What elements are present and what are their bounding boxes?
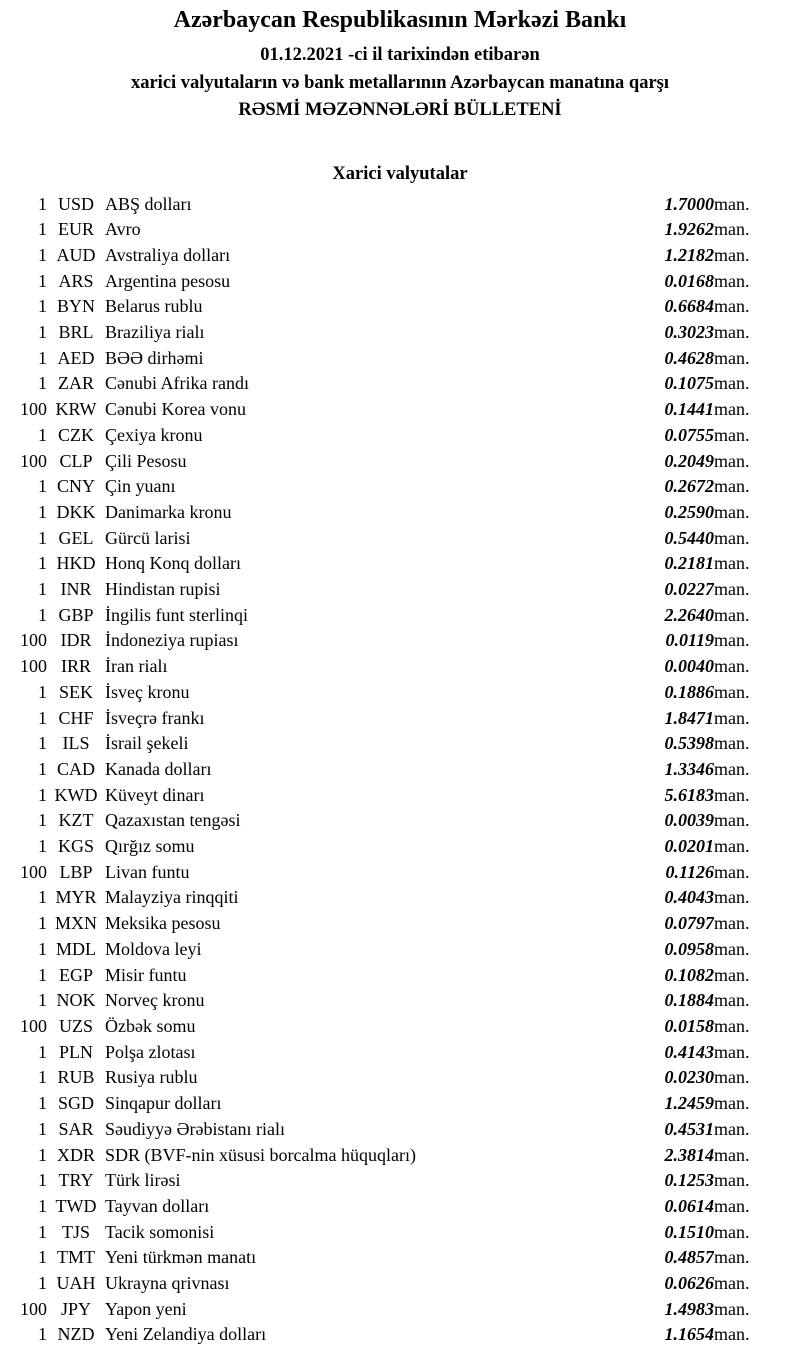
unit-cell: man. [714,373,750,394]
table-row [0,654,800,680]
currency-name-cell: Yeni Zelandiya dolları [105,1324,267,1345]
rate-cell: 5.6183 [664,784,714,805]
unit-cell: man. [714,476,750,497]
nominal-cell: 1 [38,373,47,394]
unit-cell: man. [714,784,750,805]
currency-code-cell: INR [60,579,92,600]
unit-cell: man. [714,1093,750,1114]
nominal-cell: 100 [20,1298,47,1319]
table-row [0,1322,800,1348]
currency-name-cell: Belarus rublu [105,296,203,317]
currency-code-cell: AUD [56,244,96,265]
table-row [0,397,800,423]
unit-cell: man. [714,861,750,882]
rate-cell: 0.0958 [664,938,714,959]
rate-cell: 0.4531 [664,1118,714,1139]
rate-cell: 0.0158 [664,1016,714,1036]
rate-cell: 0.0755 [664,424,714,445]
currency-code-cell: USD [57,193,94,214]
table-row [0,1143,800,1169]
rate-cell: 1.1654 [664,1324,714,1345]
nominal-cell: 1 [38,758,47,779]
currency-code-cell: KZT [58,810,94,831]
nominal-cell: 1 [38,270,47,291]
table-row [0,294,800,320]
unit-cell: man. [714,836,750,857]
currency-name-cell: İsveçrə frankı [105,707,205,728]
rate-cell: 2.3814 [664,1144,714,1165]
currency-code-cell: SAR [58,1118,94,1139]
nominal-cell: 1 [38,1170,47,1191]
table-row [0,1271,800,1297]
unit-cell: man. [714,296,750,317]
currency-code-cell: TWD [55,1195,97,1216]
table-row [0,243,800,269]
rate-cell: 0.4143 [664,1041,714,1062]
rate-cell: 0.1510 [664,1221,714,1242]
currency-code-cell: MYR [55,887,97,908]
currency-code-cell: KGS [57,836,94,857]
currency-name-cell: Çexiya kronu [105,424,203,445]
nominal-cell: 1 [38,964,47,985]
nominal-cell: 100 [20,1016,47,1036]
unit-cell: man. [714,887,750,908]
currency-code-cell: CZK [58,424,94,445]
currency-code-cell: CNY [56,476,95,497]
currency-code-cell: BYN [56,296,95,317]
rate-cell: 1.9262 [664,219,714,240]
bulletin-title: RƏSMİ MƏZƏNNƏLƏRİ BÜLLETENİ [238,100,562,120]
table-row [0,731,800,757]
table-row [0,320,800,346]
currency-code-cell: TJS [61,1221,90,1242]
currency-code-cell: UZS [58,1016,93,1036]
currency-name-cell: Kanada dolları [105,758,212,779]
unit-cell: man. [714,399,750,420]
currency-name-cell: Meksika pesosu [105,913,221,934]
currency-code-cell: KWD [54,784,98,805]
table-row [0,937,800,963]
nominal-cell: 1 [38,1221,47,1242]
nominal-cell: 1 [38,219,47,240]
table-row [0,834,800,860]
nominal-cell: 100 [20,656,47,677]
rates-table-body [0,192,800,1348]
table-row [0,963,800,989]
currency-name-cell: İndoneziya rupiası [105,630,239,651]
currency-name-cell: Tacik somonisi [105,1221,215,1242]
nominal-cell: 1 [38,836,47,857]
nominal-cell: 1 [38,810,47,831]
table-row [0,1245,800,1271]
currency-name-cell: Çin yuanı [105,476,176,497]
currency-name-cell: Qazaxıstan tengəsi [105,810,241,831]
currency-code-cell: MDL [56,938,96,959]
currency-code-cell: CAD [56,758,95,779]
currency-code-cell: UAH [56,1273,96,1294]
unit-cell: man. [714,733,750,754]
table-row [0,1194,800,1220]
currency-name-cell: Hindistan rupisi [105,579,221,600]
nominal-cell: 1 [38,1195,47,1216]
currency-code-cell: MXN [54,913,97,934]
rate-cell: 0.1441 [664,399,714,420]
currency-name-cell: Braziliya rialı [105,322,205,343]
table-row [0,346,800,372]
rate-cell: 0.2672 [664,476,714,497]
currency-name-cell: Ukrayna qrivnası [105,1273,230,1294]
currency-code-cell: JPY [60,1298,91,1319]
unit-cell: man. [714,1170,750,1191]
unit-cell: man. [714,604,750,625]
table-row [0,603,800,629]
rate-cell: 1.2182 [664,244,714,265]
currency-name-cell: İsveç kronu [105,681,190,702]
nominal-cell: 1 [38,244,47,265]
rate-cell: 0.1082 [664,964,714,985]
currency-code-cell: AED [57,347,95,368]
currency-code-cell: SEK [58,681,93,702]
currency-code-cell: IRR [60,656,91,677]
rate-cell: 0.0119 [665,630,714,651]
rate-cell: 1.8471 [664,707,714,728]
rate-cell: 0.1075 [664,373,714,394]
table-row [0,269,800,295]
currency-name-cell: Avstraliya dolları [105,244,231,265]
subject-line: xarici valyutaların və bank metallarının Azərbaycan manatına qarşı [130,72,670,93]
unit-cell: man. [714,1273,750,1294]
currency-name-cell: İran rialı [105,656,168,677]
currency-code-cell: CLP [59,450,93,471]
table-row [0,217,800,243]
table-row [0,423,800,449]
nominal-cell: 1 [38,990,47,1011]
unit-cell: man. [714,1195,750,1216]
table-row [0,1065,800,1091]
rate-cell: 0.0230 [664,1067,714,1088]
unit-cell: man. [714,964,750,985]
currency-name-cell: SDR (BVF-nin xüsusi borcalma hüquqları) [105,1144,416,1165]
nominal-cell: 1 [38,527,47,548]
unit-cell: man. [714,527,750,548]
effective-date-line: 01.12.2021 -ci il tarixindən etibarən [260,45,540,65]
currency-code-cell: GEL [58,527,94,548]
table-row [0,1220,800,1246]
unit-cell: man. [714,913,750,934]
table-row [0,757,800,783]
currency-name-cell: Danimarka kronu [105,501,232,522]
nominal-cell: 1 [38,604,47,625]
nominal-cell: 1 [38,938,47,959]
currency-code-cell: EUR [58,219,94,240]
rate-cell: 0.5440 [664,527,714,548]
unit-cell: man. [714,193,750,214]
unit-cell: man. [714,347,750,368]
nominal-cell: 1 [38,707,47,728]
table-row [0,1168,800,1194]
bank-title: Azərbaycan Respublikasının Mərkəzi Bankı [173,7,627,33]
rate-cell: 0.0797 [664,913,714,934]
currency-code-cell: HKD [56,553,96,574]
nominal-cell: 1 [38,887,47,908]
currency-code-cell: LBP [59,861,93,882]
rate-cell: 0.1884 [664,990,714,1011]
rate-cell: 0.5398 [664,733,714,754]
currency-name-cell: Tayvan dolları [105,1195,210,1216]
currency-name-cell: İngilis funt sterlinqi [105,604,248,625]
table-row [0,1091,800,1117]
rate-cell: 0.0626 [664,1273,714,1294]
unit-cell: man. [714,1298,750,1319]
nominal-cell: 1 [38,424,47,445]
section-title: Xarici valyutalar [332,163,468,184]
currency-code-cell: ILS [62,733,90,754]
currency-name-cell: Livan funtu [105,861,190,882]
table-row [0,808,800,834]
unit-cell: man. [714,938,750,959]
table-row [0,474,800,500]
unit-cell: man. [714,1118,750,1139]
currency-name-cell: Türk lirəsi [105,1170,181,1191]
nominal-cell: 1 [38,553,47,574]
table-row [0,1297,800,1323]
currency-code-cell: CHF [58,707,94,728]
table-row [0,783,800,809]
table-row [0,1040,800,1066]
table-row [0,192,800,218]
nominal-cell: 100 [20,399,47,420]
rate-cell: 0.4043 [664,887,714,908]
currency-code-cell: KRW [55,399,97,420]
currency-code-cell: RUB [57,1067,95,1088]
unit-cell: man. [714,656,750,677]
rate-cell: 0.1253 [664,1170,714,1191]
rate-cell: 0.4857 [664,1247,714,1268]
currency-name-cell: Honq Konq dolları [105,553,241,574]
nominal-cell: 1 [38,476,47,497]
unit-cell: man. [714,1324,750,1345]
currency-code-cell: ZAR [58,373,94,394]
document-header [0,0,800,125]
nominal-cell: 1 [38,579,47,600]
table-row [0,628,800,654]
table-row [0,988,800,1014]
currency-name-cell: İsrail şekeli [105,733,189,754]
rate-cell: 0.2181 [664,553,714,574]
currency-name-cell: Cənubi Korea vonu [105,399,246,420]
unit-cell: man. [714,1016,750,1036]
currency-name-cell: Misir funtu [105,964,187,985]
currency-name-cell: Moldova leyi [105,938,202,959]
currency-name-cell: BƏƏ dirhəmi [105,347,204,368]
rate-cell: 1.3346 [664,758,714,779]
currency-name-cell: Səudiyyə Ərəbistanı rialı [105,1118,285,1139]
rate-cell: 0.0227 [664,579,714,600]
nominal-cell: 1 [38,1067,47,1088]
nominal-cell: 1 [38,1041,47,1062]
currency-name-cell: Norveç kronu [105,990,205,1011]
nominal-cell: 1 [38,193,47,214]
currency-name-cell: Avro [105,219,141,240]
table-row [0,911,800,937]
table-row [0,706,800,732]
rate-cell: 0.0201 [664,836,714,857]
unit-cell: man. [714,758,750,779]
unit-cell: man. [714,322,750,343]
rate-cell: 0.0614 [664,1195,714,1216]
unit-cell: man. [714,270,750,291]
currency-code-cell: DKK [56,501,96,522]
unit-cell: man. [714,1144,750,1165]
unit-cell: man. [714,244,750,265]
currency-name-cell: Yeni türkmən manatı [105,1247,257,1268]
rate-cell: 0.1126 [665,861,714,882]
rate-cell: 1.7000 [664,193,714,214]
rate-cell: 0.0039 [664,810,714,831]
currency-code-cell: NZD [57,1324,95,1345]
currency-name-cell: Küveyt dinarı [105,784,205,805]
table-row [0,680,800,706]
nominal-cell: 1 [38,296,47,317]
rate-cell: 1.2459 [664,1093,714,1114]
currency-name-cell: Yapon yeni [105,1298,187,1319]
rate-cell: 0.6684 [664,296,714,317]
rates-table [0,192,800,1348]
unit-cell: man. [714,501,750,522]
rate-cell: 0.3023 [664,322,714,343]
currency-name-cell: Sinqapur dolları [105,1093,222,1114]
nominal-cell: 100 [20,450,47,471]
currency-name-cell: Qırğız somu [105,836,195,857]
nominal-cell: 1 [38,501,47,522]
unit-cell: man. [714,707,750,728]
currency-code-cell: EGP [58,964,93,985]
currency-name-cell: Özbək somu [105,1016,196,1036]
rate-cell: 0.1886 [664,681,714,702]
unit-cell: man. [714,1041,750,1062]
currency-name-cell: Çili Pesosu [105,450,187,471]
currency-name-cell: Gürcü larisi [105,527,191,548]
nominal-cell: 1 [38,1093,47,1114]
nominal-cell: 1 [38,784,47,805]
rate-cell: 2.2640 [664,604,714,625]
rate-cell: 0.4628 [664,347,714,368]
currency-name-cell: Polşa zlotası [105,1041,196,1062]
currency-code-cell: BRL [58,322,94,343]
unit-cell: man. [714,219,750,240]
nominal-cell: 1 [38,1273,47,1294]
rate-cell: 0.2590 [664,501,714,522]
table-row [0,1014,800,1040]
table-row [0,500,800,526]
currency-code-cell: PLN [58,1041,93,1062]
table-row [0,1117,800,1143]
table-row [0,449,800,475]
currency-code-cell: XDR [56,1144,95,1165]
currency-code-cell: TMT [57,1247,95,1268]
unit-cell: man. [714,990,750,1011]
nominal-cell: 1 [38,1324,47,1345]
currency-code-cell: GBP [58,604,94,625]
unit-cell: man. [714,630,750,651]
unit-cell: man. [714,424,750,445]
unit-cell: man. [714,1067,750,1088]
rate-cell: 0.0040 [664,656,714,677]
currency-code-cell: TRY [58,1170,94,1191]
currency-code-cell: IDR [60,630,92,651]
rate-cell: 1.4983 [664,1298,714,1319]
nominal-cell: 100 [20,861,47,882]
nominal-cell: 1 [38,1144,47,1165]
currency-name-cell: Cənubi Afrika randı [105,373,249,394]
rate-cell: 0.2049 [664,450,714,471]
unit-cell: man. [714,810,750,831]
unit-cell: man. [714,553,750,574]
nominal-cell: 1 [38,322,47,343]
nominal-cell: 1 [38,733,47,754]
currency-name-cell: Argentina pesosu [105,270,231,291]
nominal-cell: 1 [38,1247,47,1268]
unit-cell: man. [714,450,750,471]
nominal-cell: 1 [38,1118,47,1139]
currency-code-cell: NOK [56,990,96,1011]
nominal-cell: 1 [38,913,47,934]
table-row [0,860,800,886]
table-row [0,885,800,911]
currency-name-cell: Rusiya rublu [105,1067,198,1088]
currency-code-cell: SGD [57,1093,94,1114]
nominal-cell: 1 [38,347,47,368]
rate-cell: 0.0168 [664,270,714,291]
currency-code-cell: ARS [58,270,94,291]
table-row [0,371,800,397]
currency-name-cell: Malayziya rinqqiti [105,887,239,908]
currency-name-cell: ABŞ dolları [105,193,192,214]
unit-cell: man. [714,1221,750,1242]
unit-cell: man. [714,579,750,600]
nominal-cell: 1 [38,681,47,702]
table-row [0,577,800,603]
table-row [0,551,800,577]
unit-cell: man. [714,1247,750,1268]
nominal-cell: 100 [20,630,47,651]
table-row [0,526,800,552]
unit-cell: man. [714,681,750,702]
